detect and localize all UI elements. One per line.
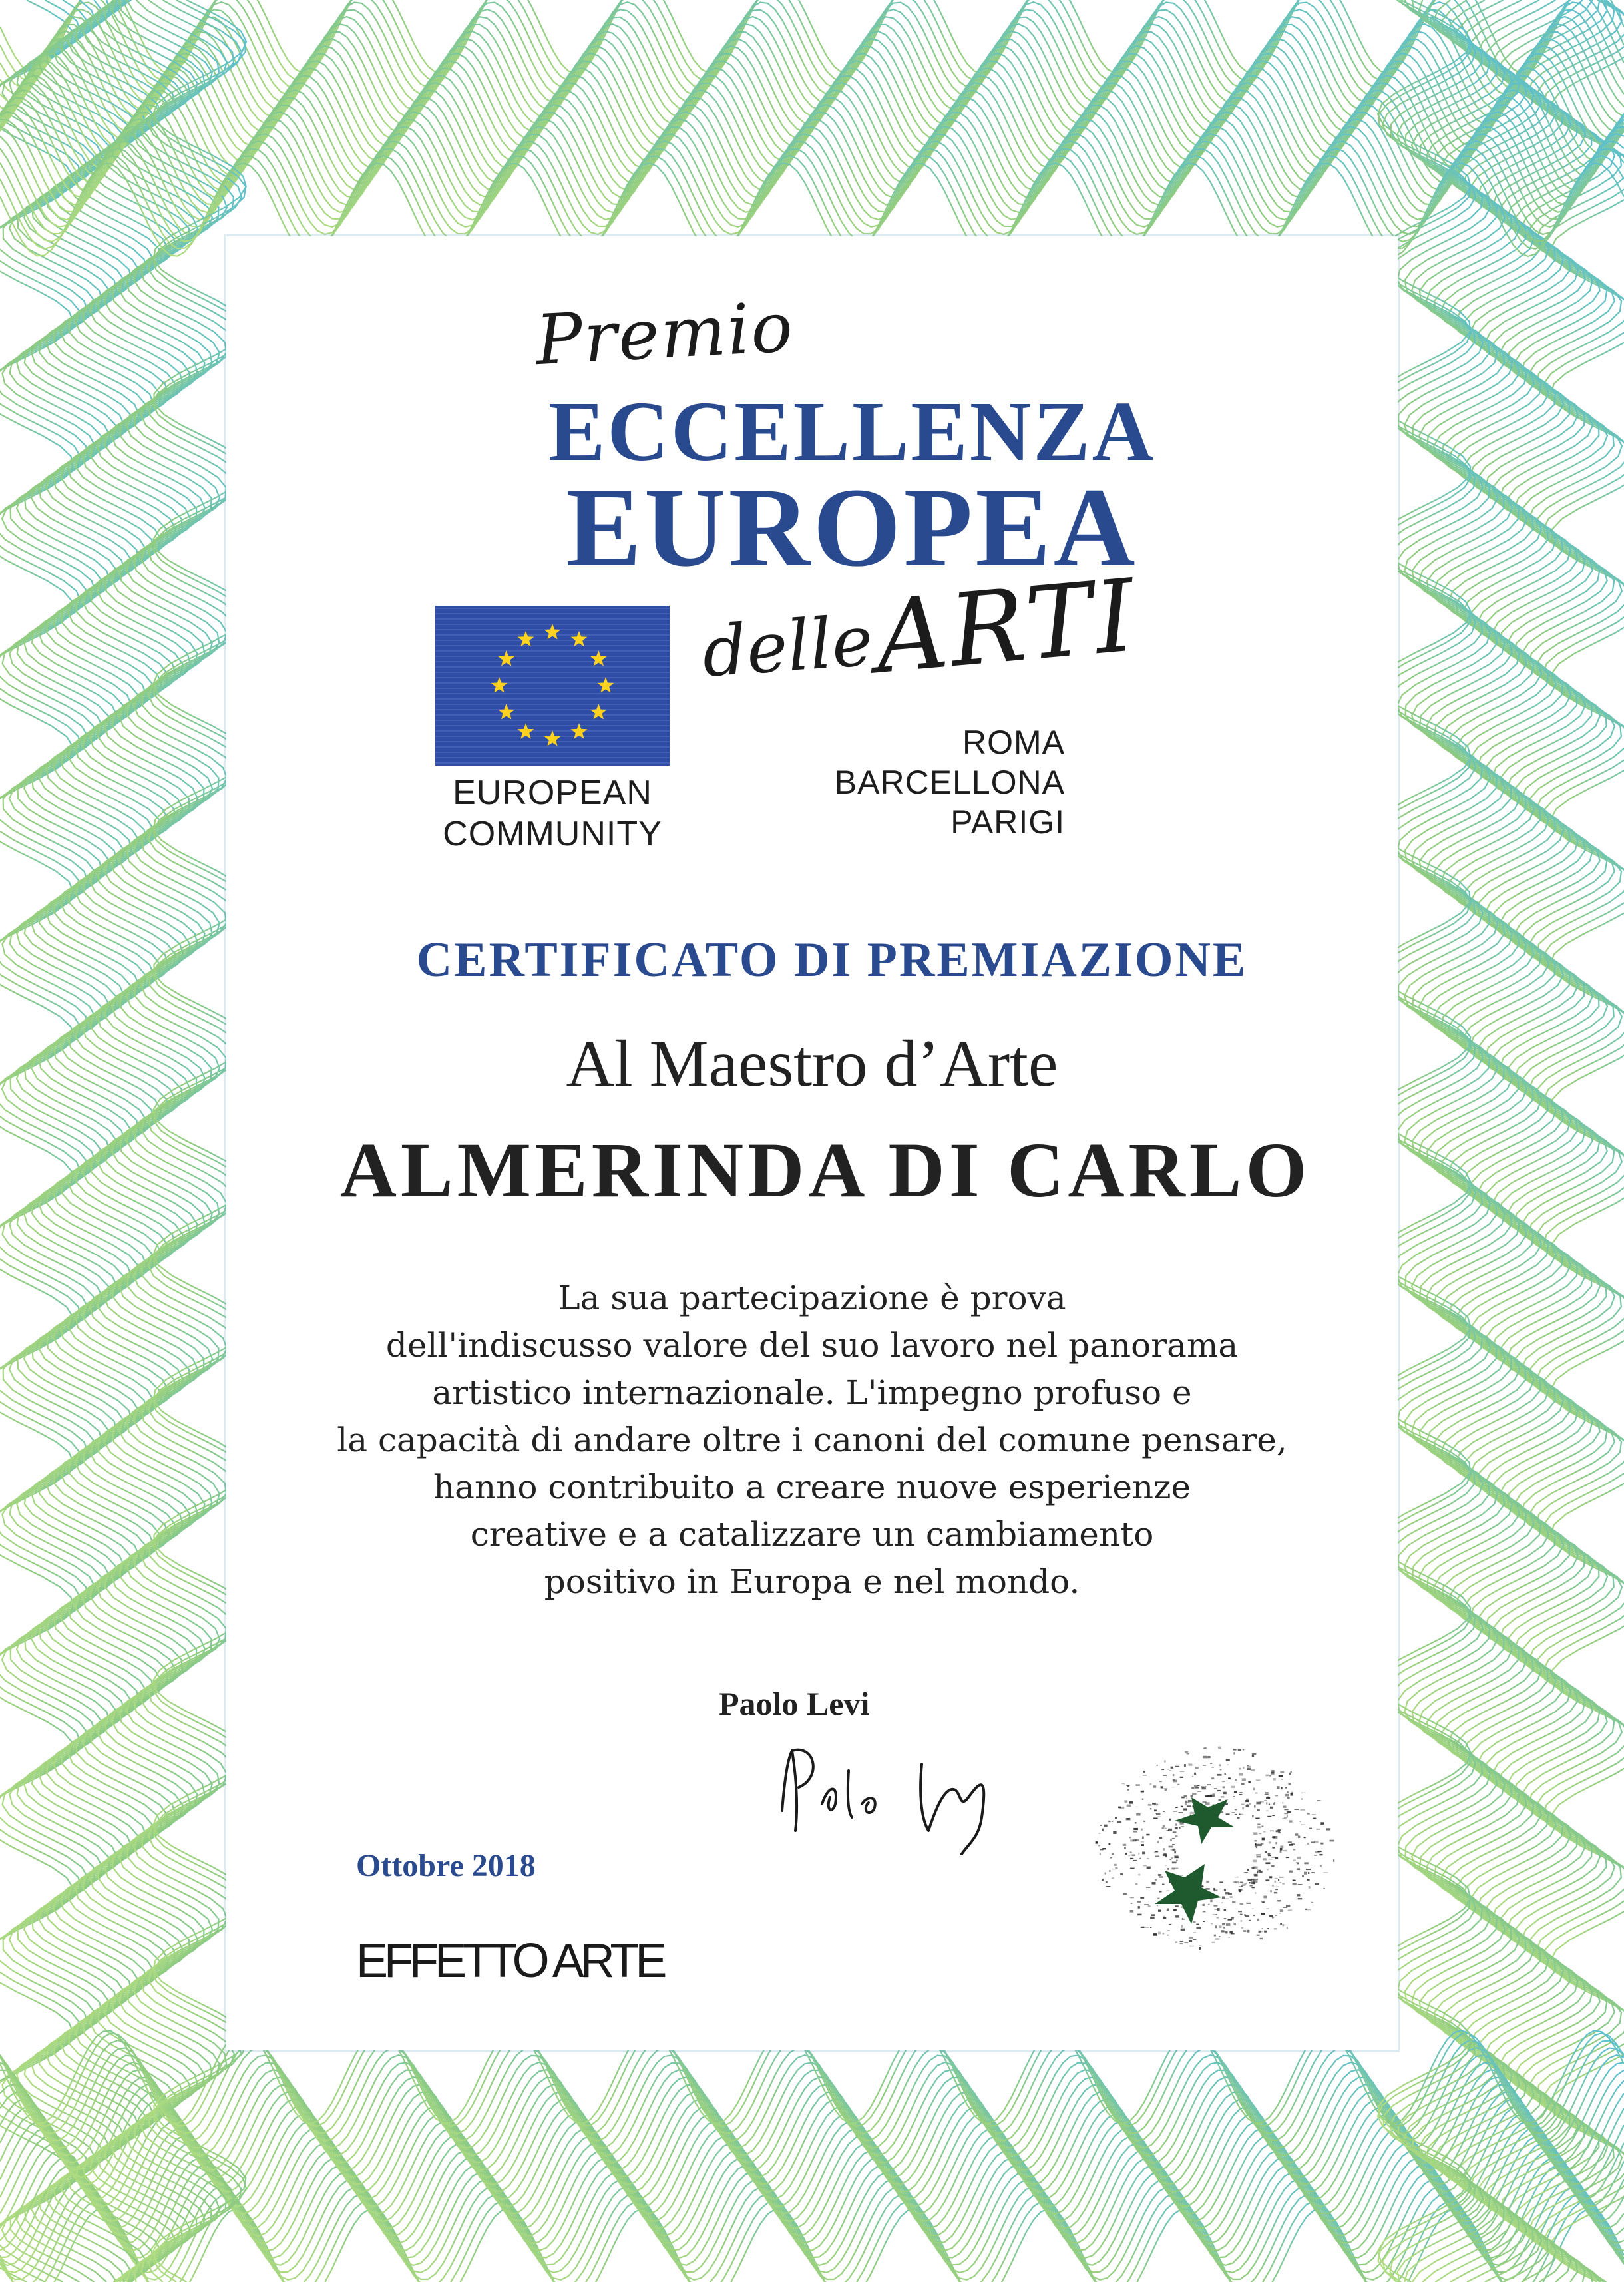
arti-script: ARTI (871, 558, 1142, 696)
european-community-label (419, 772, 686, 855)
body-line: La sua partecipazione è prova (558, 1279, 1066, 1317)
eu-line-2: COMMUNITY (443, 815, 662, 853)
eu-line-1: EUROPEAN (453, 774, 652, 812)
signer-name: Paolo Levi (719, 1685, 870, 1722)
delle-script: delle (700, 600, 876, 693)
certificate-body (226, 1275, 1398, 1606)
effetto-arte-logo: EFFETTO ARTE (356, 1935, 664, 1988)
stamp-seal-icon (1092, 1734, 1344, 1956)
body-line: creative e a catalizzare un cambiamento (470, 1515, 1154, 1554)
body-line: positivo in Europa e nel mondo. (544, 1562, 1080, 1601)
eu-flag-icon (435, 606, 670, 766)
body-line: la capacità di andare oltre i canoni del comune pensare, (337, 1421, 1287, 1459)
city-roma: ROMA (962, 724, 1065, 761)
title-europea: EUROPEA (566, 465, 1138, 590)
body-line: dell'indiscusso valore del suo lavoro nel panorama (385, 1326, 1239, 1365)
city-parigi: PARIGI (950, 803, 1065, 841)
body-line: hanno contribuito a creare nuove esperienze (433, 1468, 1191, 1506)
recipient-name: ALMERINDA DI CARLO (339, 1126, 1311, 1214)
title-eccellenza: ECCELLENZA (548, 384, 1155, 479)
signature-icon (769, 1731, 1022, 1860)
issue-date: Ottobre 2018 (356, 1848, 536, 1883)
premio-script: Premio (534, 286, 796, 381)
cities-list (785, 722, 1065, 842)
city-barcellona: BARCELLONA (834, 764, 1065, 801)
certificate-heading: CERTIFICATO DI PREMIAZIONE (416, 933, 1248, 987)
certificate-panel (226, 236, 1398, 2050)
dedication: Al Maestro d’Arte (566, 1027, 1058, 1100)
body-line: artistico internazionale. L'impegno profuso e (432, 1373, 1192, 1412)
